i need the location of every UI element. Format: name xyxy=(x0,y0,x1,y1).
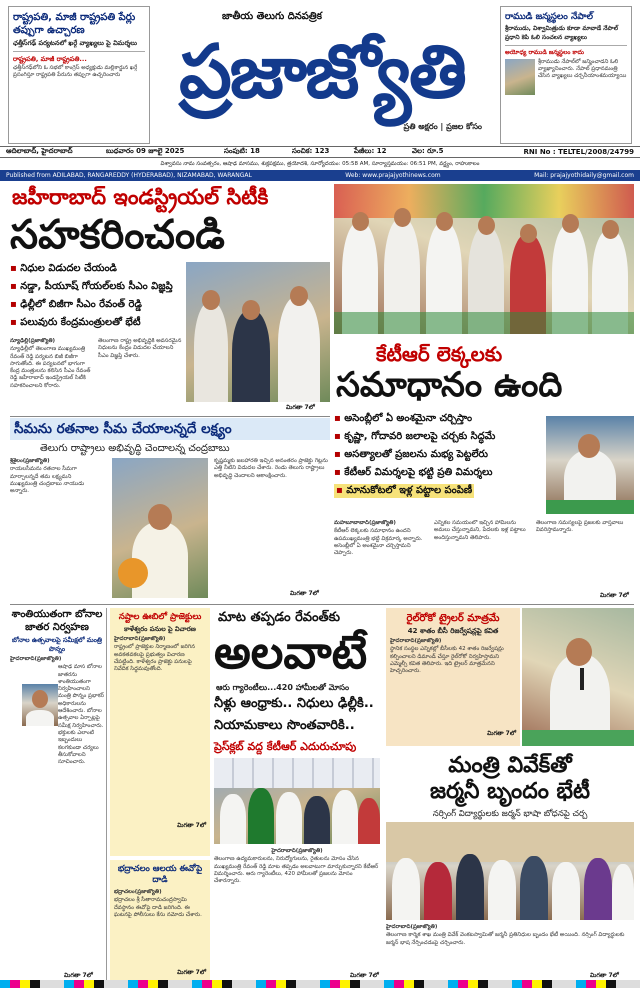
seema-headline: సీమను రతనాల సీమ చేయాలన్నదే లక్ష్యం xyxy=(10,418,330,440)
bonalu-headline: శాంతియుతంగా బోనాల జాతర నిర్వహణ xyxy=(11,609,103,633)
revanth-kicker: మాట తప్పడం రేవంత్‌కు xyxy=(218,610,341,625)
bhadrachalam-dateline: భద్రాచలం(ప్రజాజ్యోతి) xyxy=(114,889,162,895)
lead-dateline: న్యూఢిల్లీ(ప్రజాజ్యోతి) xyxy=(10,338,56,344)
ktr-body-col1 xyxy=(334,520,430,602)
bhadrachalam-headline: భద్రాచలం ఆలయ ఈవోపై దాడి xyxy=(117,864,203,885)
revanth-dateline: హైదరాబాద్(ప్రజాజ్యోతి) xyxy=(271,848,323,854)
chandrababu-photo xyxy=(112,458,208,598)
projects-headline: నష్టాల ఊబిలో ప్రాజెక్టులు xyxy=(118,612,202,622)
revanth-sub1: ఆరు గ్యారెంటీలు...420 హామీలతో మోసం xyxy=(216,683,350,692)
info-date: బుధవారం 09 జూలై 2025 xyxy=(106,147,185,155)
info-price: వెల: రూ.5 xyxy=(412,147,444,155)
info-bar xyxy=(0,146,640,158)
kavitha-continued[interactable]: మిగతా 7లో xyxy=(487,730,516,737)
seema-body-1: రాయలసీమను రతనాల సీమగా మార్చాలన్నదే తమ లక్ష్యమని ముఖ్యమంత్రి చంద్రబాబు నాయుడు అన్నారు. xyxy=(10,466,85,495)
published-from: Published from ADILABAD, RANGAREDDY (HYDERABAD), NIZAMABAD, WARANGAL xyxy=(6,172,252,179)
info-rni: RNI No : TELTEL/2008/24799 xyxy=(523,148,634,156)
masthead-logo[interactable]: ప్రజాజ్యోతి xyxy=(179,29,465,115)
ktr-bullet: ▪ మానుకోటలో ఇళ్ల పట్టాల పంపిణీ xyxy=(334,484,474,498)
right-box-subheadline: అయోధ్య రాముడి జన్మస్థలం కాదు xyxy=(505,49,584,56)
bhadrachalam-continued[interactable]: మిగతా 7లో xyxy=(177,969,206,976)
seema-body-col2 xyxy=(214,458,330,598)
vivek-headline-2: జర్మనీ బృందం భేటీ xyxy=(429,779,591,804)
bonalu-dateline: హైదరాబాద్(ప్రజాజ్యోతి) xyxy=(10,656,62,662)
left-box-headline: రాష్ట్రపతి, మాజీ రాష్ట్రపతి పేర్లు తప్పుగా ఉచ్చారణ xyxy=(13,12,136,36)
right-box-subtext: శ్రీరాముడు నేపాల్‌లో జన్మించాడని ఓలి వ్యాఖ్యానించారు. నేపాల్ ప్రధానమంత్రి చేసిన వ్యాఖ్యలు చర్చనీయాంశమయ్యాయి xyxy=(538,59,627,79)
vivek-photo xyxy=(386,822,634,920)
revanth-continued[interactable]: మిగతా 7లో xyxy=(350,972,379,979)
vivek-dateline: హైదరాబాద్(ప్రజాజ్యోతి) xyxy=(386,924,438,930)
lead-bullet: ▪ నిధుల విడుదల చేయండి xyxy=(10,262,190,276)
ktr-bullets xyxy=(334,412,544,506)
left-box-text: ఛత్తీస్‌గఢ్ పర్యటనలో ఖర్గే వ్యాఖ్యలు పై విమర్శలు xyxy=(13,39,138,47)
masthead xyxy=(150,4,490,144)
bhadrachalam-body: భద్రాచలం శ్రీ సీతారామచంద్రస్వామి దేవస్థానం ఈవోపై దాడి జరిగింది. ఈ ఘటనపై పోలీసులు కేసు నమోదు చేశారు. xyxy=(114,897,202,918)
ktr-body-2: ఎన్నికల సమయంలో ఇచ్చిన హామీలను అమలు చేస్తున్నామని, పేదలకు ఇళ్ల పట్టాలు అందిస్తున్నామని తెలిపారు. xyxy=(434,520,526,541)
masthead-slogan: ప్రతి అక్షరం | ప్రజల కోసం xyxy=(403,122,482,131)
kavitha-headline: రైల్‌రోకో ట్రైలర్ మాత్రమే xyxy=(406,613,500,624)
published-bar xyxy=(0,170,640,181)
kavitha-dateline: హైదరాబాద్(ప్రజాజ్యోతి) xyxy=(390,638,442,644)
ktr-headline: సమాధానం ఉంది xyxy=(336,365,563,405)
revanth-sub4: ప్రెస్‌క్లబ్ వద్ద కేటీఆర్ ఎదురుచూపు xyxy=(214,740,357,753)
projects-dateline: హైదరాబాద్(ప్రజాజ్యోతి) xyxy=(114,636,166,642)
revanth-body xyxy=(214,848,380,970)
right-box-headline: రాముడి జన్మస్థలం నేపాల్ xyxy=(505,12,593,22)
info-pages: పేజీలు: 12 xyxy=(354,147,387,155)
ktr-photo xyxy=(334,184,634,334)
bonalu-continued[interactable]: మిగతా 7లో xyxy=(64,972,93,979)
bonalu-body xyxy=(10,656,104,982)
revanth-sub3: నియామకాలు సొంతవారికి.. xyxy=(214,718,355,733)
ktr-bullet: ▪ అసత్యాలతో ప్రజలను మభ్య పెట్టలేరు xyxy=(334,448,544,462)
seema-body-col1 xyxy=(10,458,100,598)
bhatti-photo xyxy=(546,416,634,514)
projects-sub: కాళేశ్వరం పనుల పై విచారణ xyxy=(124,625,196,633)
almanac-strip: విశ్వావసు నామ సంవత్సరం, ఆషాఢ మాసము, శుక్లపక్షము, త్రయోదశి, సూర్యోదయం: 05:58 AM, సూర్యాస్తమయం: 06:51 PM, వర్జ్యం, రాహుకాలం xyxy=(160,161,480,167)
bonalu-sub: బోనాల ఉత్సవాలపై సమీక్షలో మంత్రి పొన్నం xyxy=(11,636,103,653)
ktr-bullet: ▪ అసెంబ్లీలో ఏ అంశమైనా చర్చిస్తాం xyxy=(334,412,544,426)
ktr-body-3: తెలంగాణ సమస్యలపై ప్రజలకు వాస్తవాలు వివరిస్తామన్నారు. xyxy=(536,520,624,534)
published-mail[interactable]: Mail: prajajyothidaily@gmail.com xyxy=(534,172,634,179)
lead-body-2: తెలంగాణ రాష్ట్ర అభివృద్ధికి అవసరమైన నిధులను కేంద్రం విడుదల చేయాలని సీఎం విజ్ఞప్తి చేశారు. xyxy=(98,338,182,359)
top-right-box xyxy=(500,6,632,144)
ktr-body-1: కేటీఆర్ లెక్కలకు సమాధానం ఉందని ఉపముఖ్యమంత్రి భట్టి విక్రమార్క అన్నారు. అసెంబ్లీలో ఏ అంశమైనా చర్చిస్తామని చెప్పారు. xyxy=(334,528,423,557)
revanth-body-text: తెలంగాణ ఉద్యమకారులను, నిరుద్యోగులను, రైతులను మోసం చేసిన ముఖ్యమంత్రి రేవంత్ రెడ్డి మాట తప్పడం అలవాటుగా మార్చుకున్నారని కేటీఆర్ విమర్శించారు. ఆరు గ్యారెంటీలు, 420 హామీలతో ప్రజలను మోసం చేశారన్నారు. xyxy=(214,856,379,885)
ktr-dateline: మహబూబాబాద్(ప్రజాజ్యోతి) xyxy=(334,520,396,526)
vivek-headline-1: మంత్రి వివేక్‌తో xyxy=(448,753,572,778)
projects-body: రాష్ట్రంలో ప్రాజెక్టుల నిర్మాణంలో జరిగిన అవకతవకలపై ప్రభుత్వం విచారణ చేపట్టింది. కాళేశ్వరం ప్రాజెక్టు పనులపై నివేదిక సిద్ధమవుతోంది. xyxy=(114,644,195,673)
ram-image xyxy=(505,59,535,95)
revanth-headline: అలవాటే xyxy=(214,625,368,679)
kavitha-sub: 42 శాతం బీసీ రిజర్వేషన్లపై కవిత xyxy=(407,627,499,635)
kavitha-photo xyxy=(522,608,634,746)
published-web[interactable]: Web: www.prajajyothinews.com xyxy=(345,172,441,179)
ktr-body-col2 xyxy=(434,520,532,602)
seema-sub: తెలుగు రాష్ట్రాలు అభివృద్ధి చెందాలన్న చంద్రబాబు xyxy=(40,443,230,454)
vivek-sub: నర్సింగ్ విద్యార్థులకు జర్మన్ భాషా బోధనపై చర్చ xyxy=(432,809,588,819)
ktr-body-col3 xyxy=(536,520,634,602)
kavitha-body: స్థానిక సంస్థల ఎన్నికల్లో బీసీలకు 42 శాతం రిజర్వేషన్లు కల్పించాలని డిమాండ్ చేస్తూ రైల్‌రోకో నిర్వహిస్తామని ఎమ్మెల్సీ కవిత తెలిపారు. ఇది ట్రైలర్ మాత్రమేనని హెచ్చరించారు. xyxy=(390,646,504,675)
lead-body-col2 xyxy=(98,338,184,418)
projects-continued[interactable]: మిగతా 7లో xyxy=(177,822,206,829)
lead-headline: సహకరించండి xyxy=(10,212,225,258)
left-box-subheadline: రాష్ట్రపతి, మాజీ రాష్ట్రపతి... xyxy=(13,55,87,63)
lead-body-1: న్యూఢిల్లీలో తెలంగాణ ముఖ్యమంత్రి రేవంత్ రెడ్డి పర్యటన బిజీ బిజీగా సాగుతోంది. ఈ పర్యటనలో భాగంగా కేంద్ర మంత్రులను కలిసిన సీఎం రేవంత్ రెడ్డి జహీరాబాద్ ఇండస్ట్రియల్ సిటీకి సహకరించాలని కోరారు. xyxy=(10,346,91,389)
kavitha-box xyxy=(386,608,520,746)
info-issue: సంచిక: 123 xyxy=(292,147,330,155)
projects-box xyxy=(110,608,210,856)
lead-bullet: ▪ పలువురు కేంద్రమంత్రులతో భేటీ xyxy=(10,316,190,330)
bhadrachalam-box xyxy=(110,860,210,982)
lead-body-col1 xyxy=(10,338,94,418)
vivek-body xyxy=(386,924,634,972)
seema-body-2: కృష్ణమ్మకు జలహారతి ఇచ్చిన అనంతరం ప్రాజెక్టు గేట్లను ఎత్తి నీటిని విడుదల చేశారు. రెండు తెలుగు రాష్ట్రాలు అభివృద్ధి చెందాలని ఆకాంక్షించారు. xyxy=(214,458,328,479)
info-city: ఆదిలాబాద్, హైదరాబాద్ xyxy=(6,147,73,155)
registration-strip xyxy=(0,980,640,988)
ktr-kicker: కేటీఆర్ లెక్కలకు xyxy=(376,342,503,366)
ktr-bullet: ▪ కేటీఆర్ విమర్శలపై భట్టి ప్రతి విమర్శలు xyxy=(334,466,544,480)
right-box-text: శ్రీరాముడు, విశ్వామిత్రుడు కూడా మావాడే నేపాల్ ప్రధాని కెపి ఓలి సంచలన వ్యాఖ్యలు xyxy=(505,25,618,41)
lead-kicker: జహీరాబాద్ ఇండస్ట్రియల్ సిటీకి xyxy=(12,185,269,209)
vivek-continued[interactable]: మిగతా 7లో xyxy=(590,972,619,979)
top-left-box xyxy=(8,6,150,144)
seema-continued[interactable]: మిగతా 7లో xyxy=(290,590,319,597)
press-club-photo xyxy=(214,758,380,844)
left-box-subtext: ఛత్తీస్‌గఢ్‌లోని ఓ సభలో కాంగ్రెస్ అధ్యక్షుడు మల్లికార్జున ఖర్గే ప్రసంగిస్తూ రాష్ట్రపతి పేరును తప్పుగా ఉచ్చరించారు xyxy=(13,65,138,78)
vivek-body-text: తెలంగాణ కార్మిక శాఖ మంత్రి వివేక్ వెంకటస్వామితో జర్మనీ ప్రతినిధుల బృందం భేటీ అయింది. నర్సింగ్ విద్యార్థులకు జర్మన్ భాష నేర్పించడంపై చర్చించారు. xyxy=(386,932,625,946)
revanth-sub2: నీళ్లు ఆంధ్రాకు.. నిధులు ఢిల్లీకి.. xyxy=(214,696,374,711)
lead-continued[interactable]: మిగతా 7లో xyxy=(286,404,315,411)
lead-photo xyxy=(186,262,330,402)
ktr-bullet: ▪ కృష్ణా, గోదావరి జలాలపై చర్చకు సిద్ధమే xyxy=(334,430,544,444)
bonalu-body-text: ఆషాఢ మాస బోనాల జాతరను శాంతియుతంగా నిర్వహించాలని మంత్రి పొన్నం ప్రభాకర్ అధికారులను ఆదేశించారు. బోనాల ఉత్సవాల ఏర్పాట్లపై సమీక్ష నిర్వహించారు. భక్తులకు ఎలాంటి ఇబ్బందులు కలగకుండా చర్యలు తీసుకోవాలని సూచించారు. xyxy=(58,664,104,766)
seema-dateline: శ్రీశైలం(ప్రజాజ్యోతి) xyxy=(10,458,50,464)
lead-bullets xyxy=(10,262,190,334)
ktr-continued[interactable]: మిగతా 7లో xyxy=(600,592,629,599)
info-volume: సంపుటి: 18 xyxy=(224,147,260,155)
masthead-tagline: జాతీయ తెలుగు దినపత్రిక xyxy=(222,11,322,22)
lead-bullet: ▪ నడ్డా, పీయూష్ గోయల్‌లకు సీఎం విజ్ఞప్తి xyxy=(10,280,190,294)
lead-bullet: ▪ ఢిల్లీలో బిజీగా సీఎం రేవంత్ రెడ్డి xyxy=(10,298,190,312)
